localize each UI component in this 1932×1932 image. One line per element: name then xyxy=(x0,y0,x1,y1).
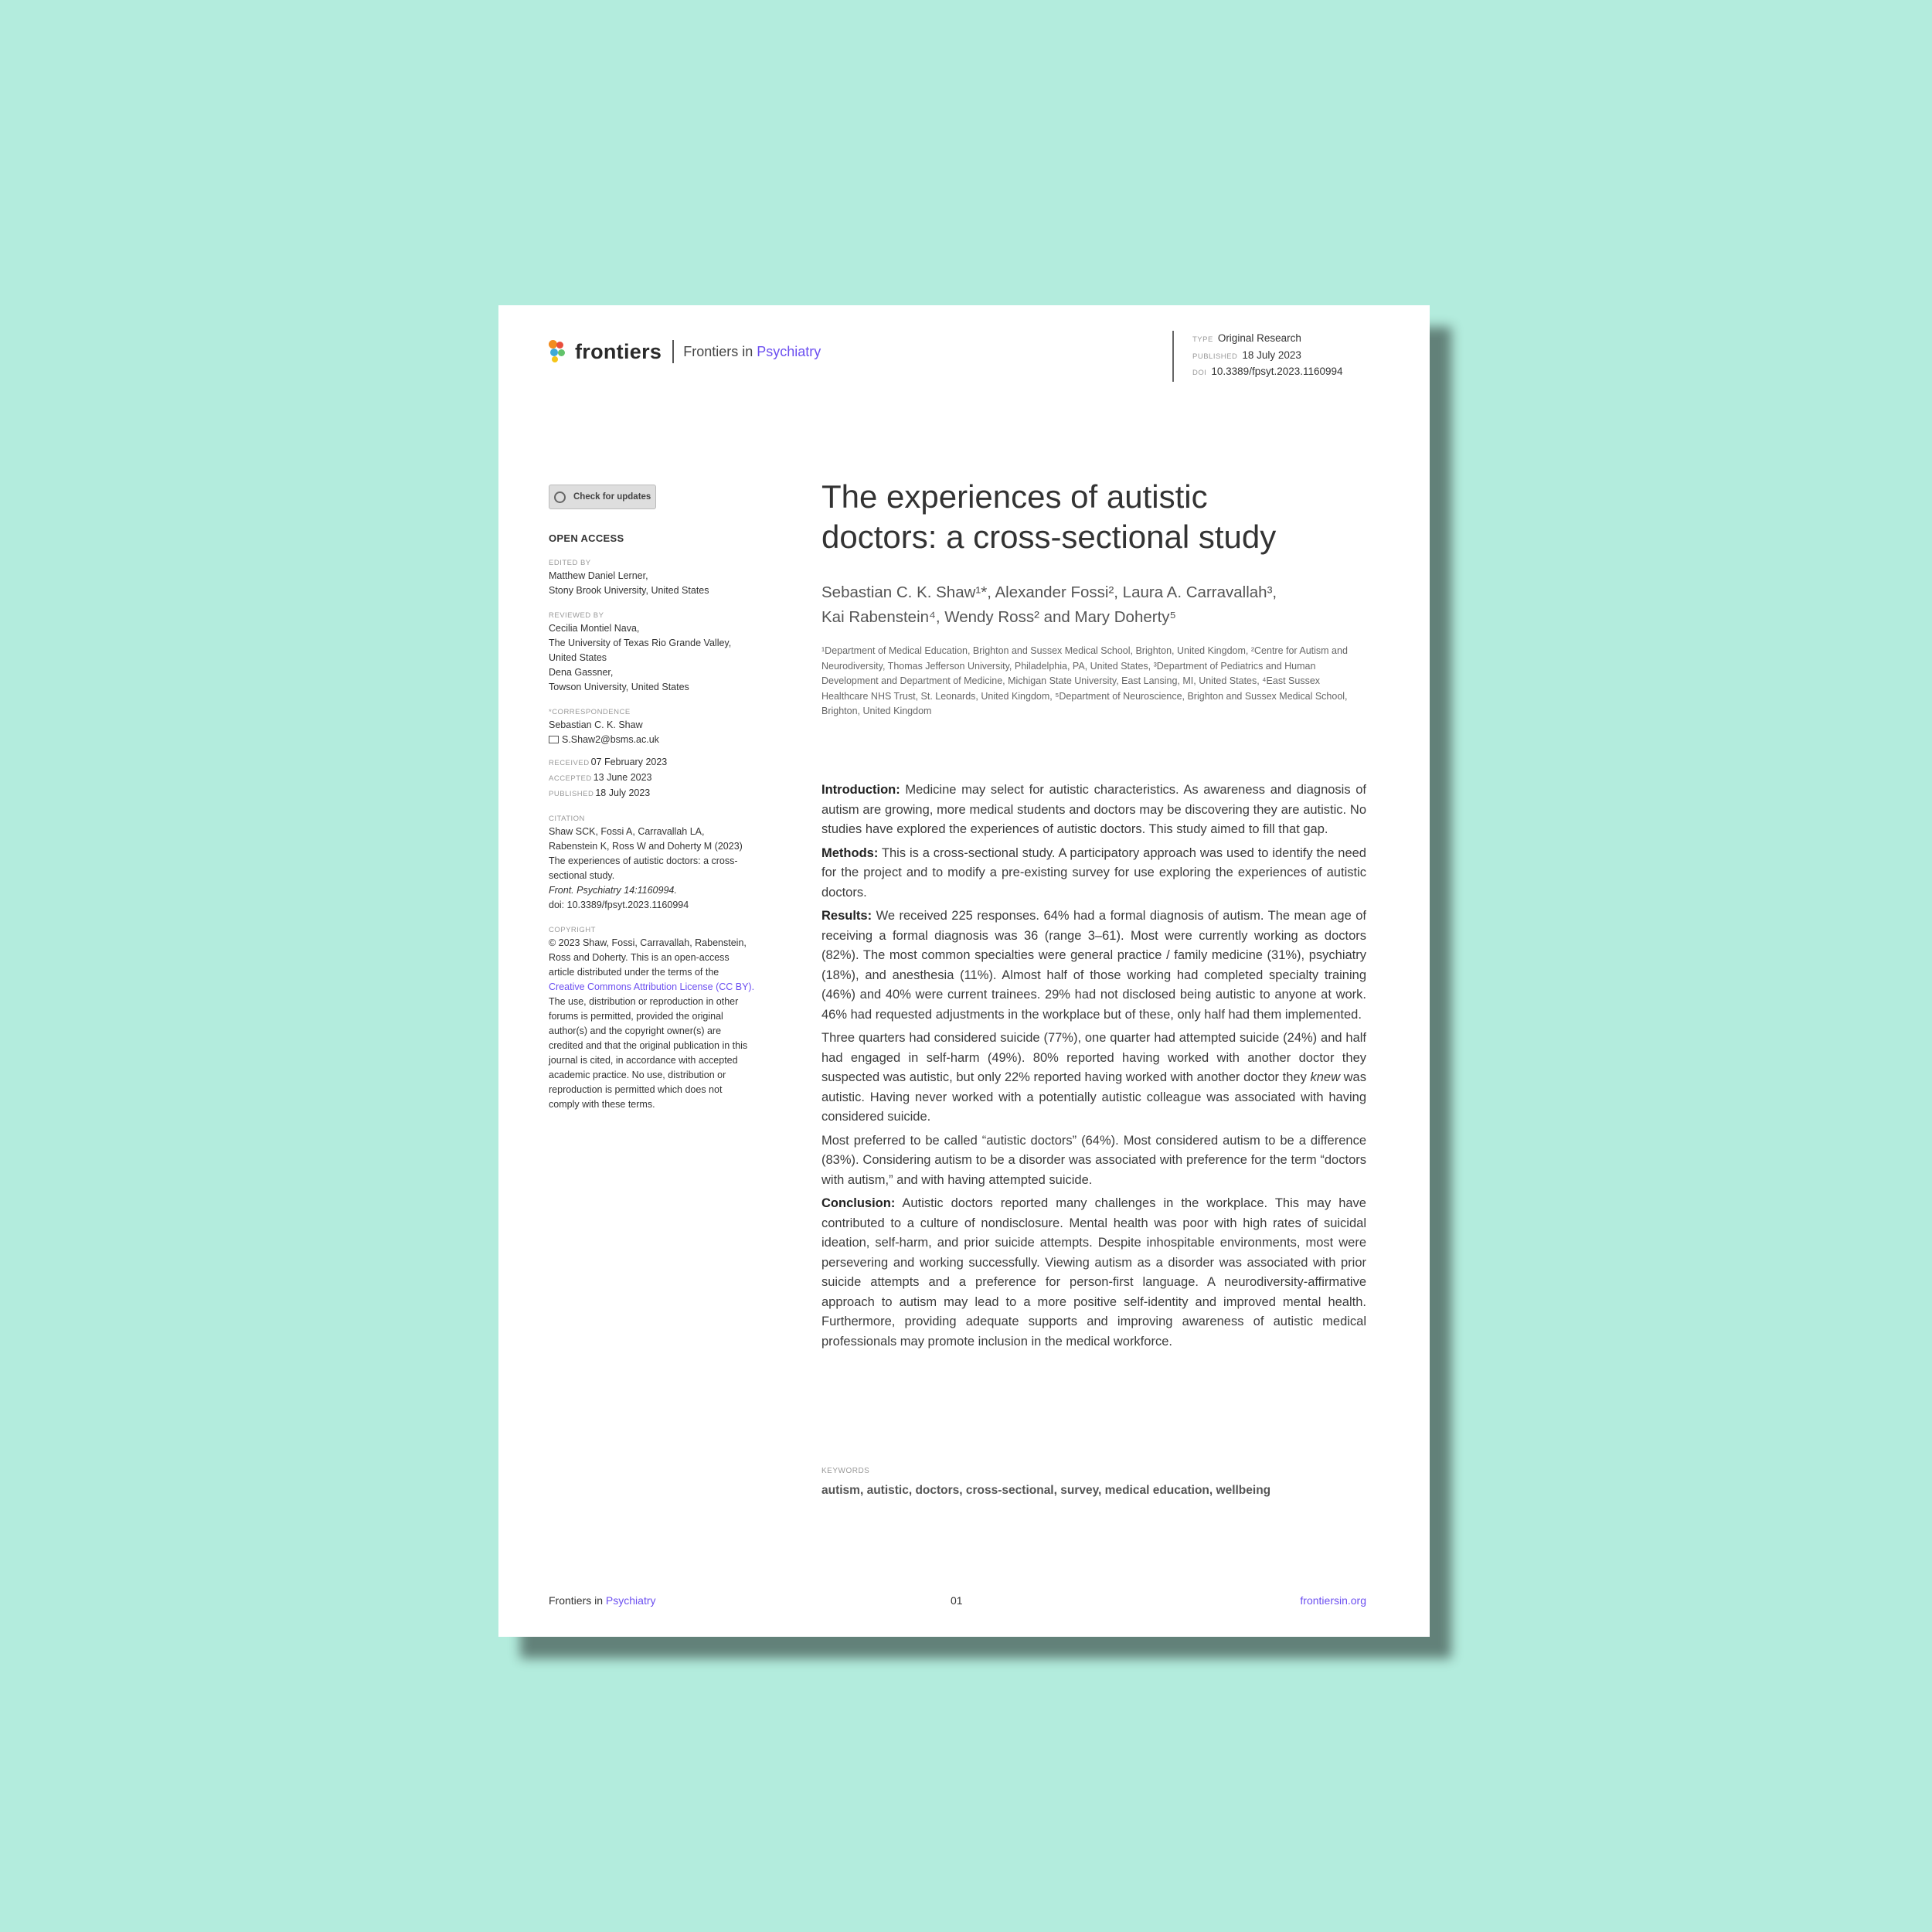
brand-divider xyxy=(672,340,674,363)
journal-name: Frontiers in Psychiatry xyxy=(683,343,821,359)
abstract-results-2: Three quarters had considered suicide (77%), one quarter had attempted suicide (24%) and half had engaged in self-harm (49%). 80% reported having worked with another doctor they suspected was autistic, but only 22% reported having worked with another doctor they knew was autistic. Having never worked with a potentially autistic colleague was associated with having considered suicide. xyxy=(821,1031,1366,1124)
correspondence-email[interactable]: S.Shaw2@bsms.ac.uk xyxy=(549,733,804,747)
citation-line: Shaw SCK, Fossi A, Carravallah LA, xyxy=(549,826,705,837)
citation-line: sectional study. xyxy=(549,870,615,881)
correspondence-name: Sebastian C. K. Shaw xyxy=(549,719,643,730)
citation-line: Front. Psychiatry 14:1160994. xyxy=(549,885,677,896)
reviewed-by-label: REVIEWED BY xyxy=(549,611,604,620)
meta-type: TYPE Original Research xyxy=(1192,332,1301,344)
abstract-conclusion: Conclusion: Autistic doctors reported many challenges in the workplace. This may have contributed to a culture of nondisclosure. Mental health was poor with high rates of suicidal ideation, self-harm, and prior suicide attempts. Despite inhospitable environments, most were persevering and working successfully. Viewing autism as a disorder was associated with prior suicide attempts and a preference for person-first language. A neurodiversity-affirmative approach to autism may lead to a more positive self-identity and improved mental health. Furthermore, providing adequate supports and improving awareness of autistic medical professionals may promote inclusion in the medical workforce. xyxy=(821,1196,1366,1349)
check-updates-button[interactable]: Check for updates xyxy=(549,485,656,509)
author-list: Sebastian C. K. Shaw¹*, Alexander Fossi², Laura A. Carravallah³, Kai Rabenstein⁴, Wendy Ross² and Mary Doherty⁵ xyxy=(821,583,1277,626)
copyright-line: Ross and Doherty. This is an open-access xyxy=(549,952,730,963)
license-link[interactable]: Creative Commons Attribution License (CC BY). xyxy=(549,981,755,992)
citation-line: Rabenstein K, Ross W and Doherty M (2023) xyxy=(549,841,743,852)
article-sidebar xyxy=(549,485,804,1112)
affiliations: ¹Department of Medical Education, Brighton and Sussex Medical School, Brighton, United Kingdom, ²Centre for Autism and Neurodiversity, Thomas Jefferson University, Philadelphia, PA, United States, ³Department of Pediatrics and Human Development and Department of Medicine, Michigan State University, East Lansing, MI, United States, ⁴East Sussex Healthcare NHS Trust, St. Leonards, United Kingdom, ⁵Department of Neuroscience, Brighton and Sussex Medical School, Brighton, United Kingdom xyxy=(821,645,1348,716)
reviewer-line: Dena Gassner, xyxy=(549,667,614,678)
copyright-label: COPYRIGHT xyxy=(549,926,596,934)
meta-published: PUBLISHED 18 July 2023 xyxy=(1192,349,1301,361)
page-number: 01 xyxy=(951,1594,963,1607)
keywords: autism, autistic, doctors, cross-sectional, survey, medical education, wellbeing xyxy=(821,1484,1271,1497)
logo-text: frontiers xyxy=(575,339,662,363)
published-date: PUBLISHED 18 July 2023 xyxy=(549,787,651,798)
citation-label: CITATION xyxy=(549,815,585,823)
reviewer-line: Cecilia Montiel Nava, xyxy=(549,623,640,634)
mail-icon xyxy=(549,736,559,743)
refresh-icon xyxy=(554,492,566,503)
abstract-introduction: Introduction: Medicine may select for autistic characteristics. As awareness and diagnosis of autism are growing, more medical students and doctors may be discovering they are autistic. No studies have explored the experiences of autistic doctors. This study aimed to fill that gap. xyxy=(821,783,1366,836)
open-access-label: OPEN ACCESS xyxy=(549,532,624,544)
abstract xyxy=(821,781,1366,1355)
abstract-results-3: Most preferred to be called “autistic doctors” (64%). Most considered autism to be a difference (83%). Considering autism to be a disorder was associated with preference for the term “doctors with autism,” and with having attempted suicide. xyxy=(821,1133,1366,1187)
copyright-line: author(s) and the copyright owner(s) are xyxy=(549,1026,722,1036)
reviewer-line: Towson University, United States xyxy=(549,682,689,692)
abstract-methods: Methods: This is a cross-sectional study. A participatory approach was used to identify the need for the project and to modify a pre-existing survey for use exploring the experiences of autistic doctors. xyxy=(821,845,1366,900)
article-meta xyxy=(1172,331,1343,382)
frontiers-logo-icon xyxy=(549,340,569,363)
accepted-date: ACCEPTED 13 June 2023 xyxy=(549,772,652,783)
copyright-line: article distributed under the terms of the xyxy=(549,967,719,978)
copyright-line: forums is permitted, provided the original xyxy=(549,1011,723,1022)
copyright-line: comply with these terms. xyxy=(549,1099,655,1110)
copyright-line: The use, distribution or reproduction in other xyxy=(549,996,739,1007)
paper-page xyxy=(498,305,1430,1637)
footer-site-link[interactable]: frontiersin.org xyxy=(1300,1594,1366,1607)
keywords-label: KEYWORDS xyxy=(821,1467,870,1475)
article-title: The experiences of autistic doctors: a cross-sectional study xyxy=(821,478,1277,555)
edited-by-label: EDITED BY xyxy=(549,559,591,567)
copyright-line: reproduction is permitted which does not xyxy=(549,1084,723,1095)
copyright-line: academic practice. No use, distribution or xyxy=(549,1070,726,1080)
citation-line: doi: 10.3389/fpsyt.2023.1160994 xyxy=(549,900,689,910)
reviewer-line: The University of Texas Rio Grande Valley, xyxy=(549,638,732,648)
editor-line: Stony Brook University, United States xyxy=(549,585,709,596)
footer-journal[interactable]: Frontiers in Psychiatry xyxy=(549,1594,656,1607)
meta-doi: DOI 10.3389/fpsyt.2023.1160994 xyxy=(1192,366,1343,377)
journal-brand[interactable] xyxy=(549,336,821,367)
correspondence-label: *CORRESPONDENCE xyxy=(549,708,631,716)
copyright-line: credited and that the original publication in this xyxy=(549,1040,748,1051)
copyright-line: © 2023 Shaw, Fossi, Carravallah, Rabenstein, xyxy=(549,937,747,948)
editor-line: Matthew Daniel Lerner, xyxy=(549,570,648,581)
reviewer-line: United States xyxy=(549,652,607,663)
citation-line: The experiences of autistic doctors: a cross- xyxy=(549,855,738,866)
received-date: RECEIVED 07 February 2023 xyxy=(549,757,668,767)
article-header xyxy=(821,477,1366,719)
abstract-results: Results: We received 225 responses. 64% had a formal diagnosis of autism. The mean age of receiving a formal diagnosis was 36 (range 3–61). Most were currently working as doctors (82%). The most common specialties were general practice / family medicine (31%), psychiatry (18%), and anesthesia (11%). Almost half of those working had completed specialty training (46%) and 40% were current trainees. 29% had not disclosed being autistic to anyone at work. 46% had requested adjustments in the workplace but of these, only half had them implemented. xyxy=(821,909,1366,1022)
copyright-line: journal is cited, in accordance with accepted xyxy=(549,1055,738,1066)
article-dates xyxy=(549,755,804,801)
